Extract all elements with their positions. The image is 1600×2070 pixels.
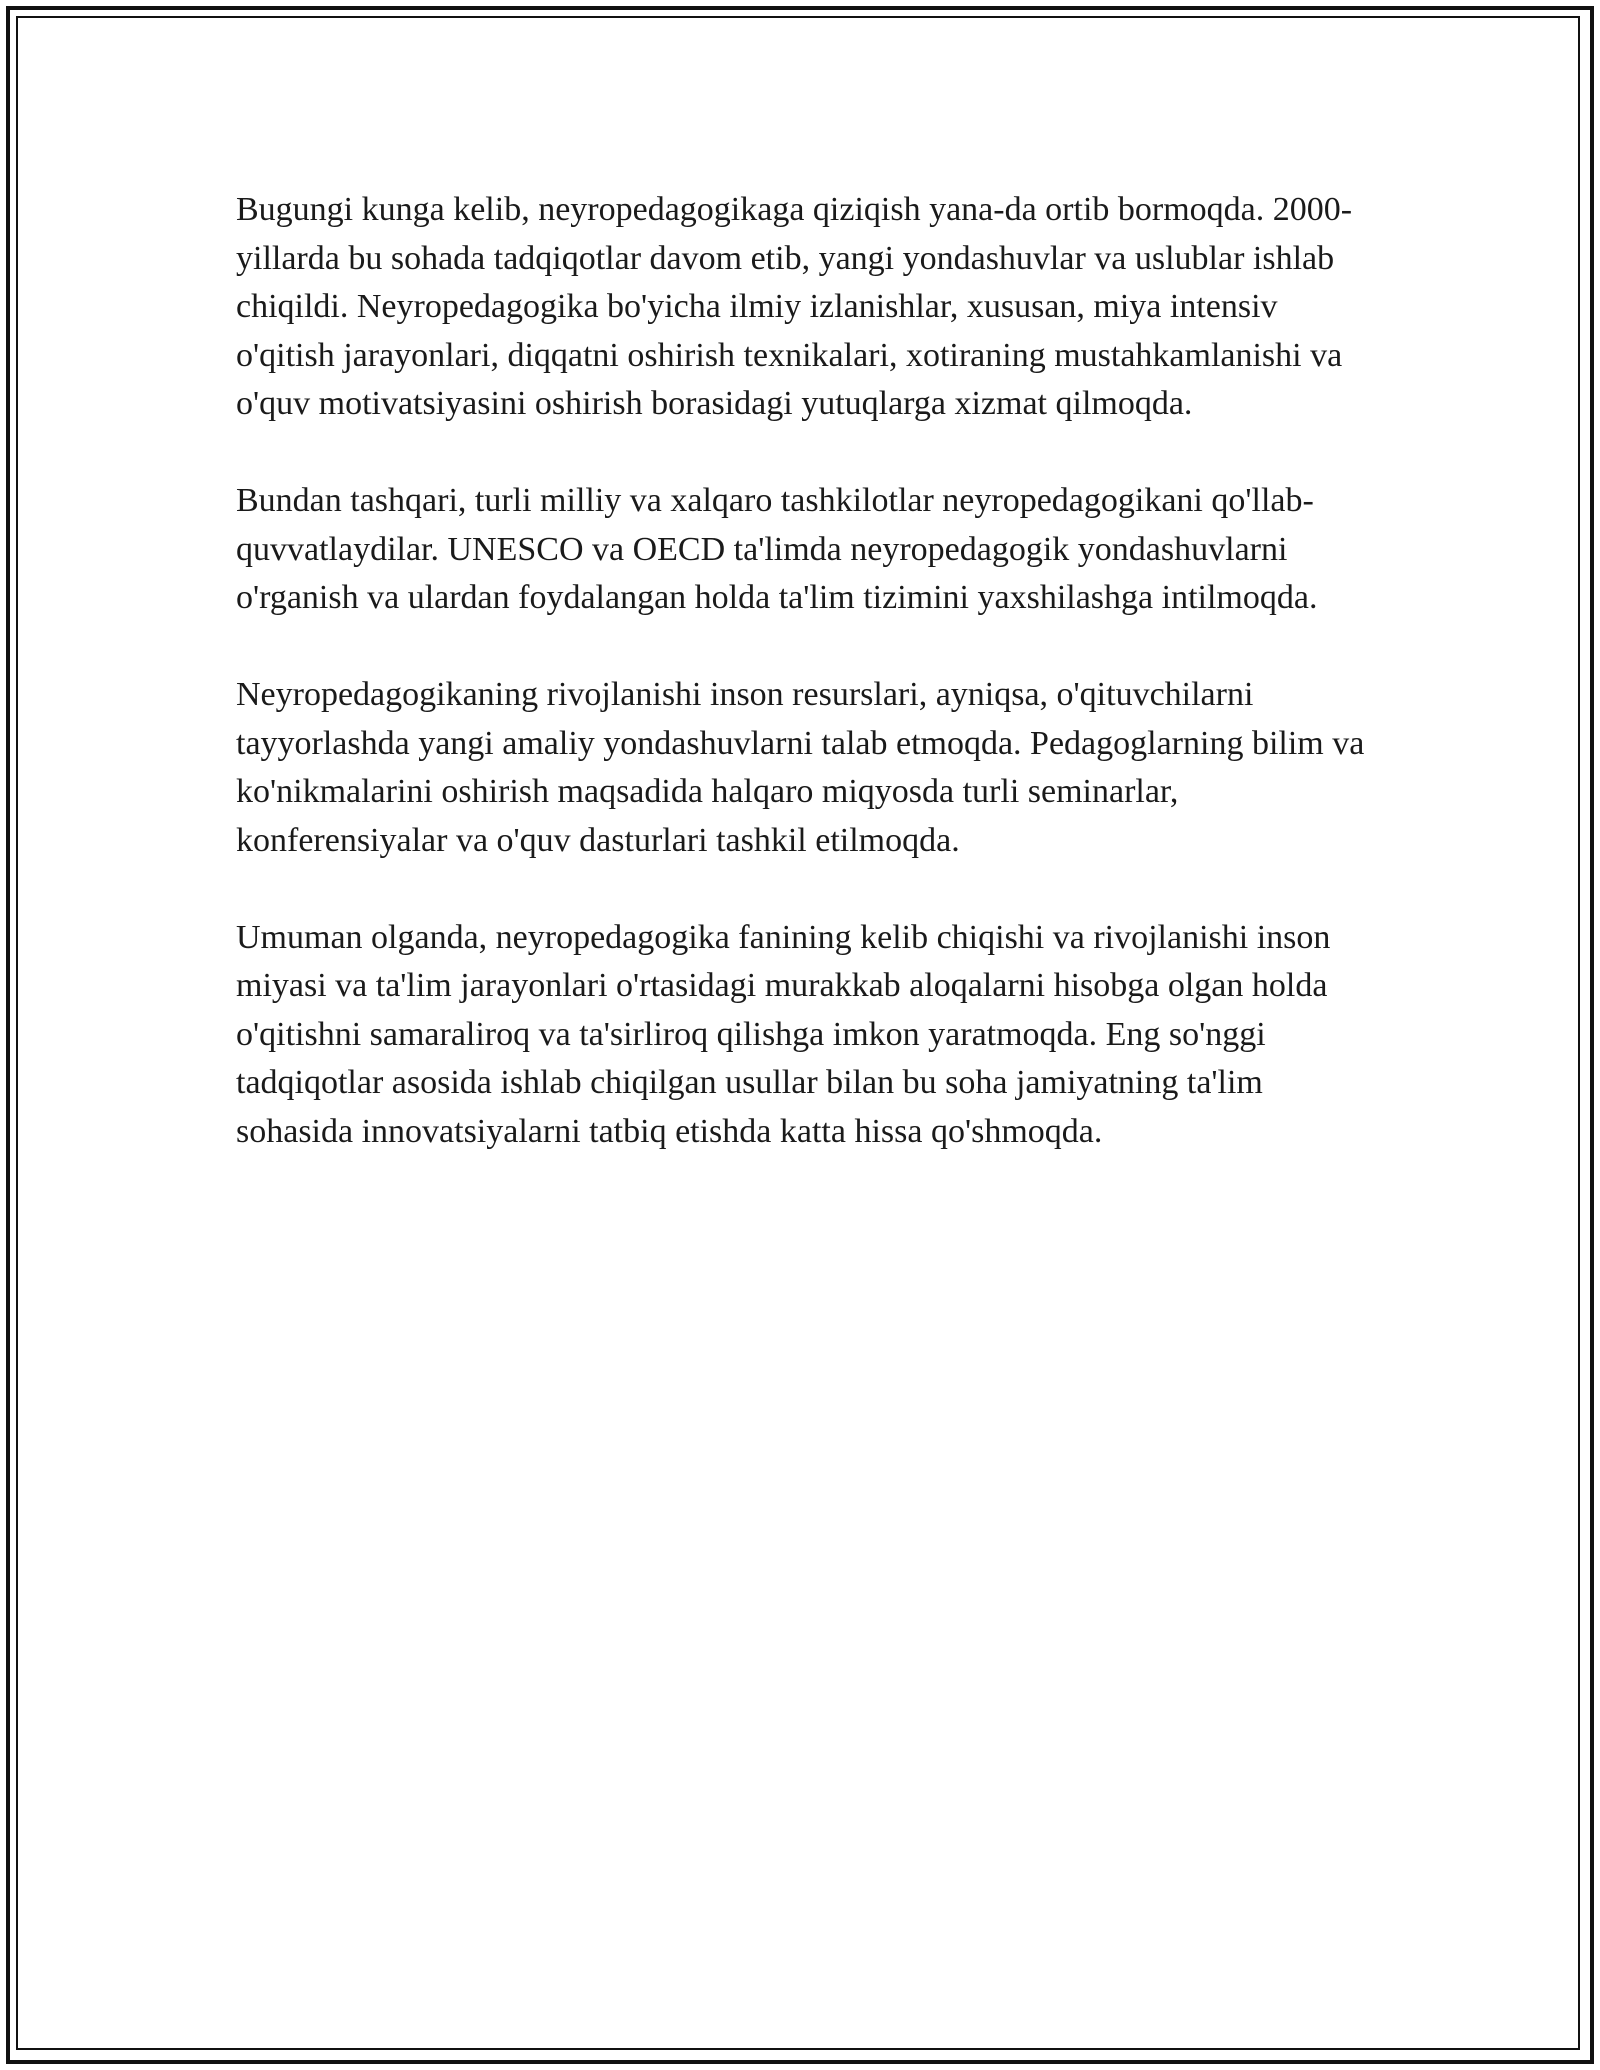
paragraph-2: Bundan tashqari, turli milliy va xalqaro tashkilotlar neyropedagogikani qo'llab-quvvatlaydilar. UNESCO va OECD ta'limda neyropedagogik yondashuvlarni o'rganish va ulardan foydalangan holda ta'lim tizimini yaxshilashga intilmoqda.	[236, 482, 1318, 616]
paragraph-4: Umuman olganda, neyropedagogika fanining kelib chiqishi va rivojlanishi inson miyasi va ta'lim jarayonlari o'rtasidagi murakkab aloqalarni hisobga olgan holda o'qitishni samaraliroq va ta'sirliroq qilishga imkon yaratmoqda. Eng so'nggi tadqiqotlar asosida ishlab chiqilgan usullar bilan bu soha jamiyatning ta'lim sohasida innovatsiyalarni tatbiq etishda katta hissa qo'shmoqda.	[236, 918, 1331, 1150]
paragraph-3: Neyropedagogikaning rivojlanishi inson resurslari, ayniqsa, o'qituvchilarni tayyorlashda yangi amaliy yondashuvlarni talab etmoqda. Pedagoglarning bilim va ko'nikmalarini oshirish maqsadida halqaro miqyosda turli seminarlar, konferensiyalar va o'quv dasturlari tashkil etilmoqda.	[236, 676, 1365, 859]
document-body	[236, 186, 1366, 1205]
paragraph-1: Bugungi kunga kelib, neyropedagogikaga qiziqish yana-da ortib bormoqda. 2000-yillarda bu sohada tadqiqotlar davom etib, yangi yondashuvlar va uslublar ishlab chiqildi. Neyropedagogika bo'yicha ilmiy izlanishlar, xususan, miya intensiv o'qitish jarayonlari, diqqatni oshirish texnikalari, xotiraning mustahkamlanishi va o'quv motivatsiyasini oshirish borasidagi yutuqlarga xizmat qilmoqda.	[236, 191, 1353, 422]
